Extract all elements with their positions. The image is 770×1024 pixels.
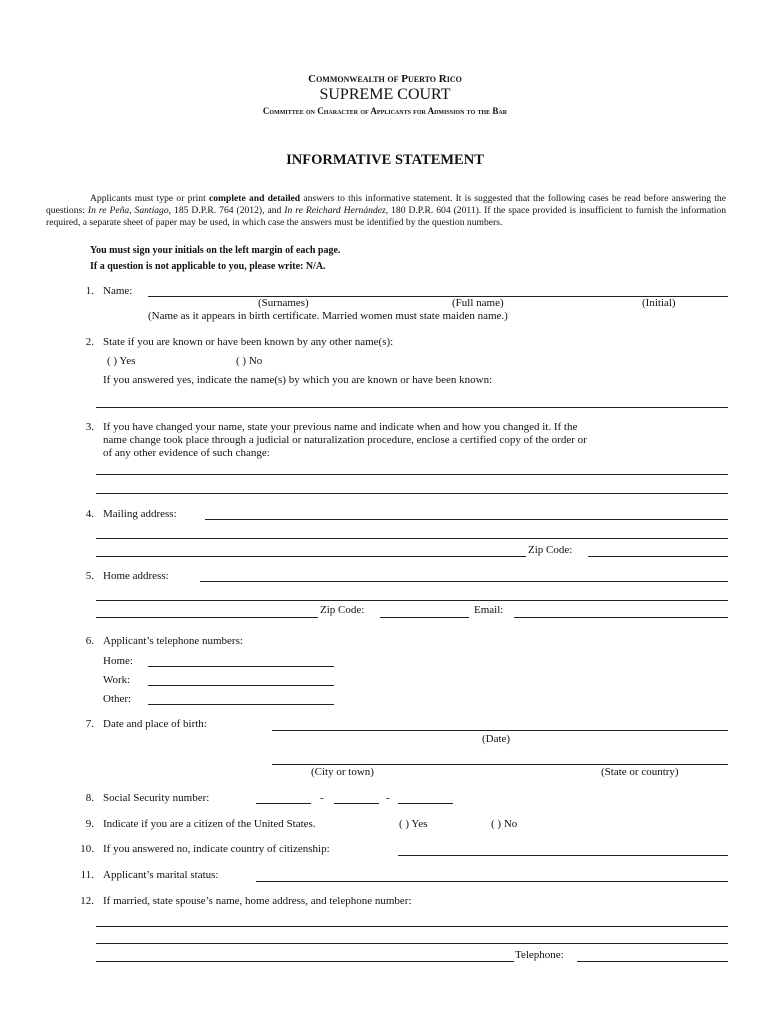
header-supreme-court: SUPREME COURT xyxy=(319,86,451,103)
q5-email-label: Email: xyxy=(474,604,504,616)
q3-line-1: If you have changed your name, state your previous name and indicate when and how you changed it. If the xyxy=(103,421,578,433)
q4-label: Mailing address: xyxy=(103,508,177,520)
intro-case-2: In re Reichard Hernández xyxy=(284,205,386,216)
q10-label: If you answered no, indicate country of citizenship: xyxy=(103,843,330,855)
spouse-info-field-2[interactable] xyxy=(96,930,728,944)
intro-case-1: In re Peña, Santiago xyxy=(87,205,169,216)
spouse-telephone-field[interactable] xyxy=(577,948,728,962)
birth-place-field[interactable] xyxy=(272,751,728,765)
spouse-info-field-1[interactable] xyxy=(96,913,728,927)
intro-text-a: Applicants must type or print xyxy=(90,193,209,204)
q1-surnames-caption: (Surnames) xyxy=(258,297,309,309)
q2-label: State if you are known or have been known by any other name(s): xyxy=(103,336,394,348)
q5-label: Home address: xyxy=(103,570,169,582)
work-phone-field[interactable] xyxy=(148,672,334,686)
q7-city-caption: (City or town) xyxy=(311,766,374,778)
other-names-field[interactable] xyxy=(96,394,728,408)
q11-number: 11. xyxy=(80,869,94,881)
home-phone-field[interactable] xyxy=(148,653,334,667)
q6-label: Applicant’s telephone numbers: xyxy=(103,635,243,647)
q6-other-label: Other: xyxy=(103,693,132,705)
other-phone-field[interactable] xyxy=(148,691,334,705)
q1-note: (Name as it appears in birth certificate. Married women must state maiden name.) xyxy=(148,310,508,322)
header-commonwealth: Commonwealth of Puerto Rico xyxy=(308,73,462,85)
home-zip-field[interactable] xyxy=(380,604,469,618)
q2-followup: If you answered yes, indicate the name(s) by which you are known or have been known: xyxy=(103,374,493,386)
q6-home-label: Home: xyxy=(103,655,133,667)
q1-initial-caption: (Initial) xyxy=(642,297,676,309)
name-change-field-1[interactable] xyxy=(96,461,728,475)
ssn-part-2-field[interactable] xyxy=(334,790,379,804)
q2-number: 2. xyxy=(85,336,94,348)
q11-label: Applicant’s marital status: xyxy=(103,869,219,881)
intro-bold: complete and detailed xyxy=(208,193,301,204)
marital-status-field[interactable] xyxy=(256,868,728,882)
citizenship-country-field[interactable] xyxy=(398,842,728,856)
note-not-applicable: If a question is not applicable to you, please write: N/A. xyxy=(90,261,326,272)
q5-number: 5. xyxy=(85,570,94,582)
home-address-field-1[interactable] xyxy=(200,568,728,582)
q7-number: 7. xyxy=(85,718,94,730)
q9-yes-option[interactable]: ( ) Yes xyxy=(399,818,428,830)
q9-label: Indicate if you are a citizen of the United States. xyxy=(103,818,316,830)
header-committee: Committee on Character of Applicants for Admission to the Bar xyxy=(262,106,508,116)
q6-number: 6. xyxy=(85,635,94,647)
home-address-field-2[interactable] xyxy=(96,587,728,601)
mailing-address-field-1[interactable] xyxy=(205,506,728,520)
q7-label: Date and place of birth: xyxy=(103,718,207,730)
mailing-zip-field[interactable] xyxy=(588,543,728,557)
email-field[interactable] xyxy=(514,604,728,618)
ssn-part-1-field[interactable] xyxy=(256,790,311,804)
q5-zip-label: Zip Code: xyxy=(320,604,365,616)
q3-number: 3. xyxy=(85,421,94,433)
page-title: INFORMATIVE STATEMENT xyxy=(286,152,484,168)
q6-work-label: Work: xyxy=(103,674,131,686)
intro-paragraph xyxy=(46,193,726,229)
q7-state-caption: (State or country) xyxy=(601,766,679,778)
intro-text-d: , 180 D.P.R. 604 (2011). If the space provided is insufficient to furnish the information required, a separate sheet of paper may be used, in which case the answers must be identified by the question numbers. xyxy=(46,205,727,228)
q3-line-3: of any other evidence of such change: xyxy=(103,447,270,459)
q1-label: Name: xyxy=(103,285,133,297)
q9-number: 9. xyxy=(85,818,94,830)
note-initials: You must sign your initials on the left margin of each page. xyxy=(90,245,341,256)
mailing-address-field-2[interactable] xyxy=(96,525,728,539)
q9-no-option[interactable]: ( ) No xyxy=(491,818,518,830)
intro-text-b: answers to this informative statement. It is suggested that the following cases be read before answering the questions: xyxy=(46,193,726,216)
q2-no-option[interactable]: ( ) No xyxy=(236,355,263,367)
q4-number: 4. xyxy=(85,508,94,520)
q3-line-2: name change took place through a judicial or naturalization procedure, enclose a certified copy of the order or xyxy=(103,434,587,446)
q10-number: 10. xyxy=(80,843,94,855)
q4-zip-label: Zip Code: xyxy=(528,544,573,556)
q12-number: 12. xyxy=(80,895,94,907)
q1-number: 1. xyxy=(85,285,94,297)
q8-label: Social Security number: xyxy=(103,792,210,804)
home-address-field-3[interactable] xyxy=(96,604,318,618)
q12-telephone-label: Telephone: xyxy=(515,949,564,961)
mailing-address-field-3[interactable] xyxy=(96,543,526,557)
name-field[interactable] xyxy=(148,283,728,297)
ssn-dash-1: - xyxy=(320,792,324,804)
birth-date-field[interactable] xyxy=(272,717,728,731)
q2-yes-option[interactable]: ( ) Yes xyxy=(107,355,136,367)
ssn-part-3-field[interactable] xyxy=(398,790,453,804)
intro-text-c: , 185 D.P.R. 764 (2012), and xyxy=(168,205,285,216)
q8-number: 8. xyxy=(85,792,94,804)
q7-date-caption: (Date) xyxy=(482,733,511,745)
ssn-dash-2: - xyxy=(386,792,390,804)
spouse-info-field-3[interactable] xyxy=(96,948,514,962)
q12-label: If married, state spouse’s name, home address, and telephone number: xyxy=(103,895,412,907)
q1-fullname-caption: (Full name) xyxy=(452,297,504,309)
name-change-field-2[interactable] xyxy=(96,480,728,494)
